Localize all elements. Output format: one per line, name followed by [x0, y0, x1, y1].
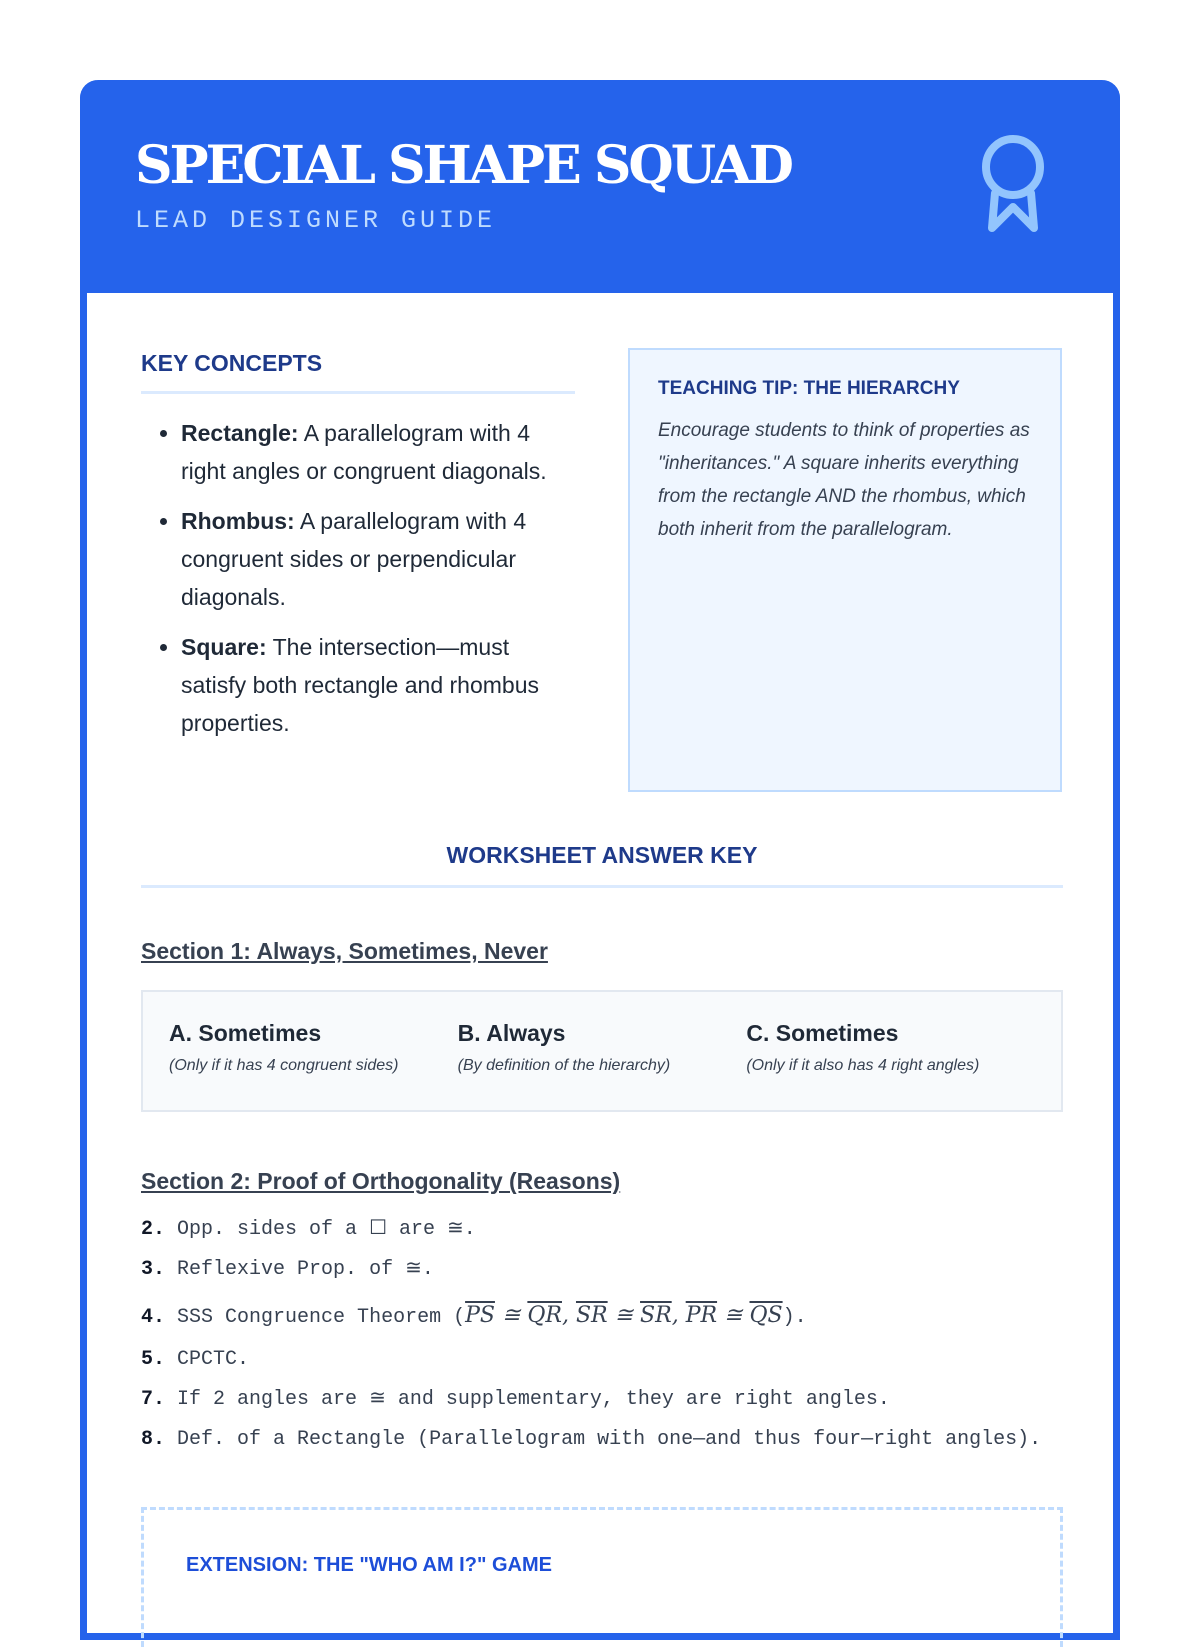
concept-term: Rhombus:	[181, 508, 295, 534]
answer-cell	[458, 1020, 747, 1082]
step-number: 3.	[141, 1258, 166, 1281]
concept-text: A parallelogram with 4 congruent sides or perpendicular diagonals.	[181, 508, 527, 610]
guide-card	[80, 80, 1120, 1640]
concept-item	[181, 502, 575, 616]
key-concepts	[141, 350, 575, 754]
step-text: SSS Congruence Theorem (	[177, 1306, 466, 1329]
step-text: Opp. sides of a ☐ are ≅.	[177, 1218, 476, 1241]
step-number: 2.	[141, 1218, 166, 1241]
extension-heading: EXTENSION: THE "WHO AM I?" GAME	[186, 1554, 552, 1576]
extension-box	[141, 1507, 1063, 1647]
answer-note: (By definition of the hierarchy)	[457, 1057, 671, 1074]
concept-item	[181, 628, 575, 742]
proof-step	[141, 1420, 1041, 1460]
answer-cell	[746, 1020, 1035, 1082]
step-number: 4.	[141, 1306, 166, 1329]
section1-answers	[141, 990, 1063, 1112]
concept-item	[181, 414, 575, 490]
step-text: CPCTC.	[177, 1348, 250, 1371]
answer-label: C. Sometimes	[746, 1020, 899, 1046]
answer-label: B. Always	[457, 1020, 566, 1046]
answer-note: (Only if it also has 4 right angles)	[746, 1057, 980, 1074]
teaching-tip-heading: TEACHING TIP: THE HIERARCHY	[658, 378, 960, 399]
page-title: SPECIAL SHAPE SQUAD	[135, 135, 791, 196]
step-number: 7.	[141, 1388, 166, 1411]
proof-step	[141, 1380, 1041, 1420]
answer-note: (Only if it has 4 congruent sides)	[169, 1057, 399, 1074]
concept-term: Rectangle:	[181, 420, 299, 446]
concept-text: The intersection—must satisfy both rectangle and rhombus properties.	[181, 634, 539, 736]
header-banner	[80, 80, 1120, 293]
page-subtitle: LEAD DESIGNER GUIDE	[135, 206, 497, 235]
section1-title: Section 1: Always, Sometimes, Never	[141, 938, 548, 964]
key-concepts-heading: KEY CONCEPTS	[141, 350, 575, 394]
proof-step	[141, 1340, 1041, 1380]
award-ribbon-icon	[978, 135, 1048, 235]
congruence-math: $\overline{PS}$ ≅ $\overline{QR}$, $\overline{SR}$ ≅ $\overline{SR}$, $\overline{PR}$ ≅ $\overline{QS}$	[465, 1303, 783, 1328]
proof-step	[141, 1210, 1041, 1250]
step-text: Def. of a Rectangle (Parallelogram with one—and thus four—right angles).	[177, 1428, 1042, 1451]
step-text: Reflexive Prop. of ≅.	[177, 1258, 434, 1281]
concept-term: Square:	[181, 634, 267, 660]
step-number: 5.	[141, 1348, 166, 1371]
proof-step	[141, 1290, 1041, 1340]
proof-step	[141, 1250, 1041, 1290]
teaching-tip-box	[628, 348, 1062, 792]
step-number: 8.	[141, 1428, 166, 1451]
concept-text: A parallelogram with 4 right angles or congruent diagonals.	[181, 420, 547, 484]
step-text-end: ).	[782, 1306, 807, 1329]
proof-reasons	[141, 1210, 1041, 1460]
section2-title: Section 2: Proof of Orthogonality (Reasons)	[141, 1168, 621, 1194]
teaching-tip-text: Encourage students to think of properties as "inheritances." A square inherits everything from the rectangle AND the rhombus, which both inherit from the parallelogram.	[658, 420, 1030, 540]
answer-key-heading: WORKSHEET ANSWER KEY	[141, 842, 1063, 888]
answer-label: A. Sometimes	[169, 1020, 322, 1046]
step-text: If 2 angles are ≅ and supplementary, they are right angles.	[177, 1388, 890, 1411]
answer-cell	[169, 1020, 458, 1082]
